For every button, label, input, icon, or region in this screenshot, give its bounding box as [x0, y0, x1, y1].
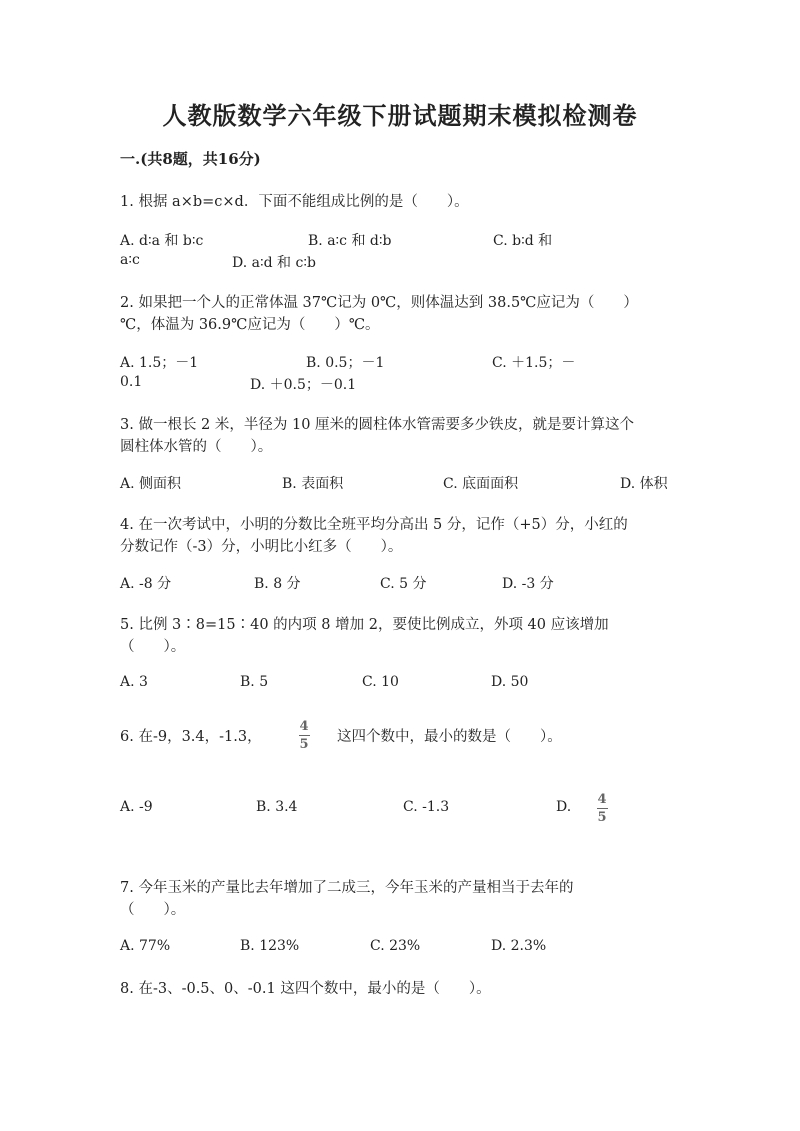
question-2-stem-cont: ℃，体温为 36.9℃应记为（ ）℃。: [120, 317, 380, 333]
question-3-stem-cont: 圆柱体水管的（ ）。: [120, 439, 273, 455]
question-6-option-d: D.: [556, 799, 572, 815]
question-2-stem: 2. 如果把一个人的正常体温 37℃记为 0℃，则体温达到 38.5℃应记为（ ）: [120, 295, 638, 311]
question-5-option-c: C. 10: [362, 674, 399, 690]
question-1-option-b: B. a∶c 和 d∶b: [308, 233, 392, 249]
fraction-bar: [299, 735, 310, 736]
fraction-numerator: 4: [299, 719, 309, 734]
question-6-option-d-fraction: [595, 792, 609, 825]
question-4-stem-cont: 分数记作（-3）分，小明比小红多（ ）。: [120, 539, 403, 555]
section-heading: 一.(共8题，共16分): [120, 150, 261, 168]
question-4-option-d: D. -3 分: [502, 576, 554, 592]
question-5-stem: 5. 比例 3∶8=15∶40 的内项 8 增加 2，要使比例成立，外项 40 应该增加: [120, 617, 609, 633]
question-7-stem: 7. 今年玉米的产量比去年增加了二成三，今年玉米的产量相当于去年的: [120, 880, 574, 896]
question-2-option-a: A. 1.5；－1: [120, 355, 199, 371]
question-3-option-b: B. 表面积: [282, 476, 344, 492]
question-6-option-c: C. -1.3: [403, 799, 450, 815]
question-5-stem-cont: （ ）。: [120, 639, 186, 655]
question-2-option-b: B. 0.5；－1: [306, 355, 385, 371]
question-8-stem: 8. 在-3、-0.5、0、-0.1 这四个数中，最小的是（ ）。: [120, 981, 491, 997]
question-2-option-c-cont: 0.1: [120, 374, 143, 390]
fraction-denominator: 5: [597, 810, 607, 825]
question-1-stem: 1. 根据 a×b=c×d．下面不能组成比例的是（ ）。: [120, 194, 469, 210]
question-5-option-a: A. 3: [120, 674, 148, 690]
question-3-stem: 3. 做一根长 2 米，半径为 10 厘米的圆柱体水管需要多少铁皮，就是要计算这个: [120, 417, 635, 433]
question-3-option-a: A. 侧面积: [120, 476, 182, 492]
question-6-fraction: [297, 719, 311, 752]
question-3-option-c: C. 底面面积: [443, 476, 519, 492]
fraction-bar: [597, 808, 608, 809]
question-7-option-c: C. 23%: [370, 938, 421, 954]
question-1-option-a: A. d∶a 和 b∶c: [120, 233, 204, 249]
question-7-stem-cont: （ ）。: [120, 902, 186, 918]
question-4-option-c: C. 5 分: [380, 576, 427, 592]
question-4-option-a: A. -8 分: [120, 576, 172, 592]
question-7-option-a: A. 77%: [120, 938, 171, 954]
fraction-numerator: 4: [597, 792, 607, 807]
question-7-option-d: D. 2.3%: [491, 938, 547, 954]
question-7-option-b: B. 123%: [240, 938, 300, 954]
question-1-option-c: C. b∶d 和: [493, 233, 553, 249]
question-6-option-b: B. 3.4: [256, 799, 298, 815]
question-3-option-d: D. 体积: [620, 476, 668, 492]
question-4-stem: 4. 在一次考试中，小明的分数比全班平均分高出 5 分，记作（+5）分，小红的: [120, 517, 628, 533]
question-6-option-a: A. -9: [120, 799, 153, 815]
question-6-stem-cont: 这四个数中，最小的数是（ ）。: [337, 729, 562, 745]
fraction-denominator: 5: [299, 737, 309, 752]
question-1-option-c-cont: a∶c: [120, 252, 140, 268]
question-4-option-b: B. 8 分: [254, 576, 301, 592]
question-5-option-d: D. 50: [491, 674, 529, 690]
question-5-option-b: B. 5: [240, 674, 269, 690]
question-1-option-d: D. a∶d 和 c∶b: [232, 255, 316, 271]
question-6-stem: 6. 在-9，3.4，-1.3，: [120, 729, 262, 745]
question-2-option-d: D. ＋0.5；－0.1: [250, 377, 357, 393]
page-title: 人教版数学六年级下册试题期末模拟检测卷: [162, 101, 638, 130]
question-2-option-c: C. ＋1.5；－: [492, 355, 576, 371]
